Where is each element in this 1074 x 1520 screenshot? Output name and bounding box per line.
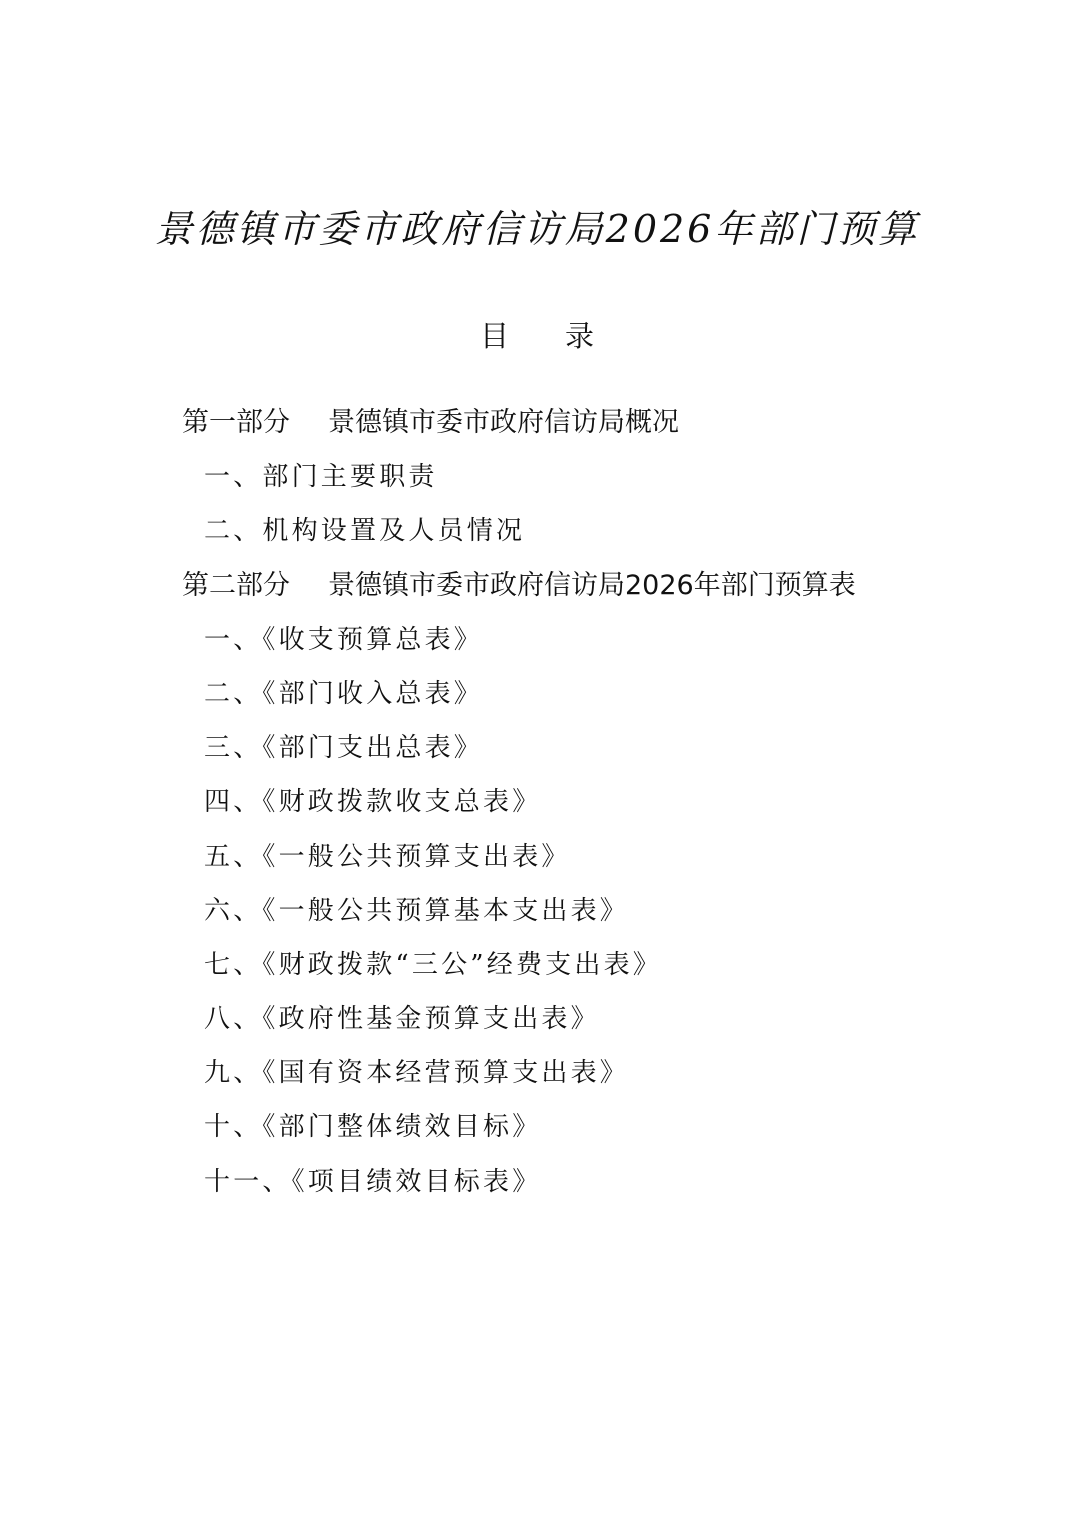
toc-heading [0, 314, 1074, 355]
toc-item: 七、《财政拨款“三公”经费支出表》 [204, 949, 662, 980]
toc-item: 二、机构设置及人员情况 [204, 516, 526, 547]
toc-part-number: 第一部分 [182, 407, 290, 438]
toc-item: 二、《部门收入总表》 [204, 678, 484, 709]
toc-heading-char: 录 [565, 319, 595, 353]
table-of-contents [182, 400, 1042, 1213]
toc-part-title: 景德镇市委市政府信访局2026年部门预算表 [328, 569, 856, 601]
toc-part [182, 400, 1042, 454]
toc-heading-char: 目 [479, 319, 509, 353]
toc-part-title: 景德镇市委市政府信访局概况 [328, 407, 679, 438]
toc-item: 一、《收支预算总表》 [204, 624, 484, 655]
toc-item: 十、《部门整体绩效目标》 [204, 1112, 542, 1143]
toc-item: 八、《政府性基金预算支出表》 [204, 1004, 600, 1035]
toc-item: 五、《一般公共预算支出表》 [204, 841, 571, 872]
toc-item: 一、部门主要职责 [204, 462, 438, 493]
toc-item: 十一、《项目绩效目标表》 [204, 1166, 542, 1197]
document-title: 景德镇市委市政府信访局2026年部门预算 [154, 207, 920, 251]
toc-item: 六、《一般公共预算基本支出表》 [204, 895, 630, 926]
toc-item: 三、《部门支出总表》 [204, 733, 484, 764]
toc-item: 九、《国有资本经营预算支出表》 [204, 1058, 630, 1089]
toc-part [182, 563, 1042, 617]
toc-part-number: 第二部分 [182, 569, 290, 601]
toc-item: 四、《财政拨款收支总表》 [204, 787, 542, 818]
